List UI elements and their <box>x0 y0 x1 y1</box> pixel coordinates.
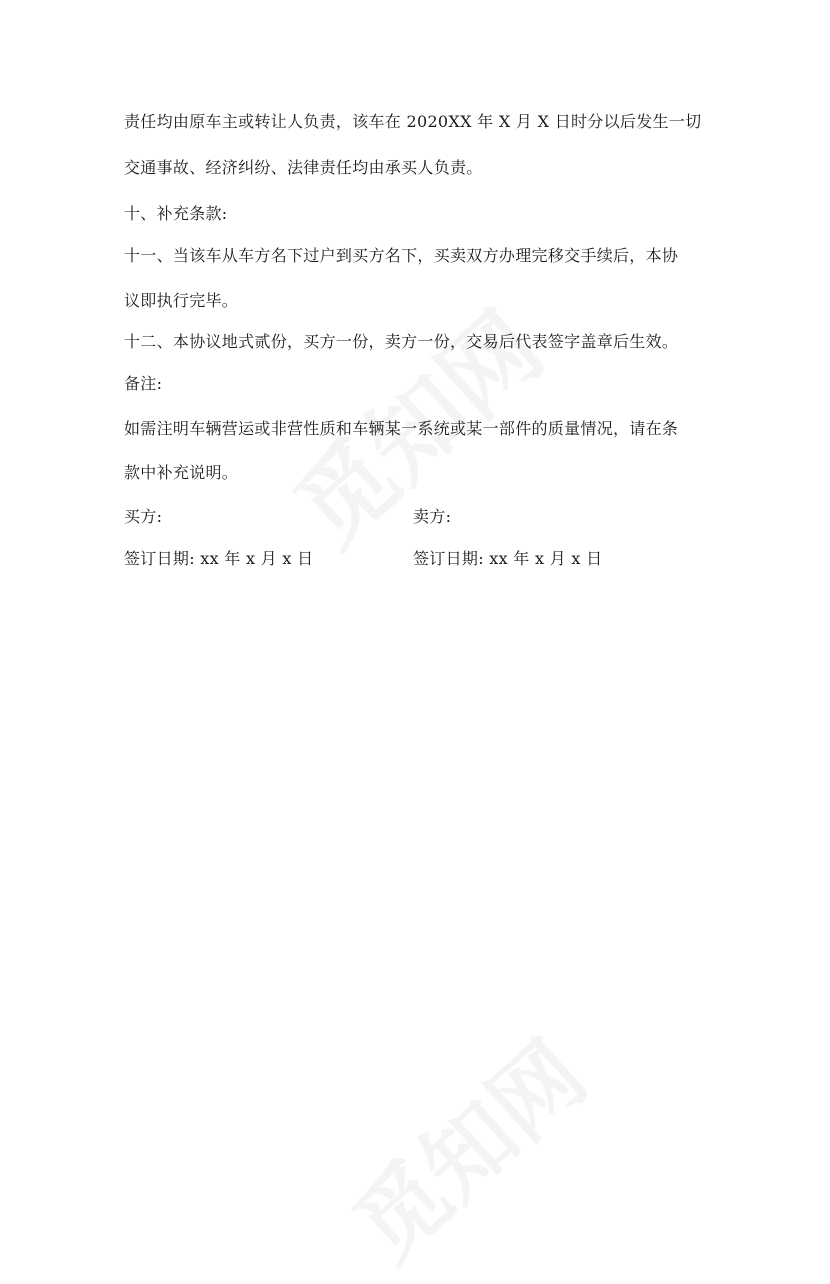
paragraph-line: 交通事故、经济纠纷、法律责任均由承买人负责。 <box>124 158 483 177</box>
paragraph-line: 款中补充说明。 <box>124 463 239 482</box>
buyer-sign-date: 签订日期: xx 年 x 月 x 日 <box>124 549 314 568</box>
section-heading: 十、补充条款: <box>124 204 228 223</box>
paragraph-line: 十一、当该车从车方名下过户到买方名下，买卖双方办理完移交手续后，本协 <box>124 246 679 265</box>
paragraph-line: 议即执行完毕。 <box>124 291 239 310</box>
seller-label: 卖方: <box>413 507 452 526</box>
paragraph-line: 如需注明车辆营运或非营性质和车辆某一系统或某一部件的质量情况，请在条 <box>124 419 679 438</box>
paragraph-line: 十二、本协议地式贰份，买方一份，卖方一份，交易后代表签字盖章后生效。 <box>124 332 679 351</box>
watermark <box>321 1006 609 1283</box>
paragraph-line: 责任均由原车主或转让人负责，该车在 2020XX 年 X 月 X 日时分以后发生一切 <box>124 112 702 131</box>
buyer-label: 买方: <box>124 507 163 526</box>
remarks-heading: 备注: <box>124 374 163 393</box>
seller-sign-date: 签订日期: xx 年 x 月 x 日 <box>413 549 603 568</box>
